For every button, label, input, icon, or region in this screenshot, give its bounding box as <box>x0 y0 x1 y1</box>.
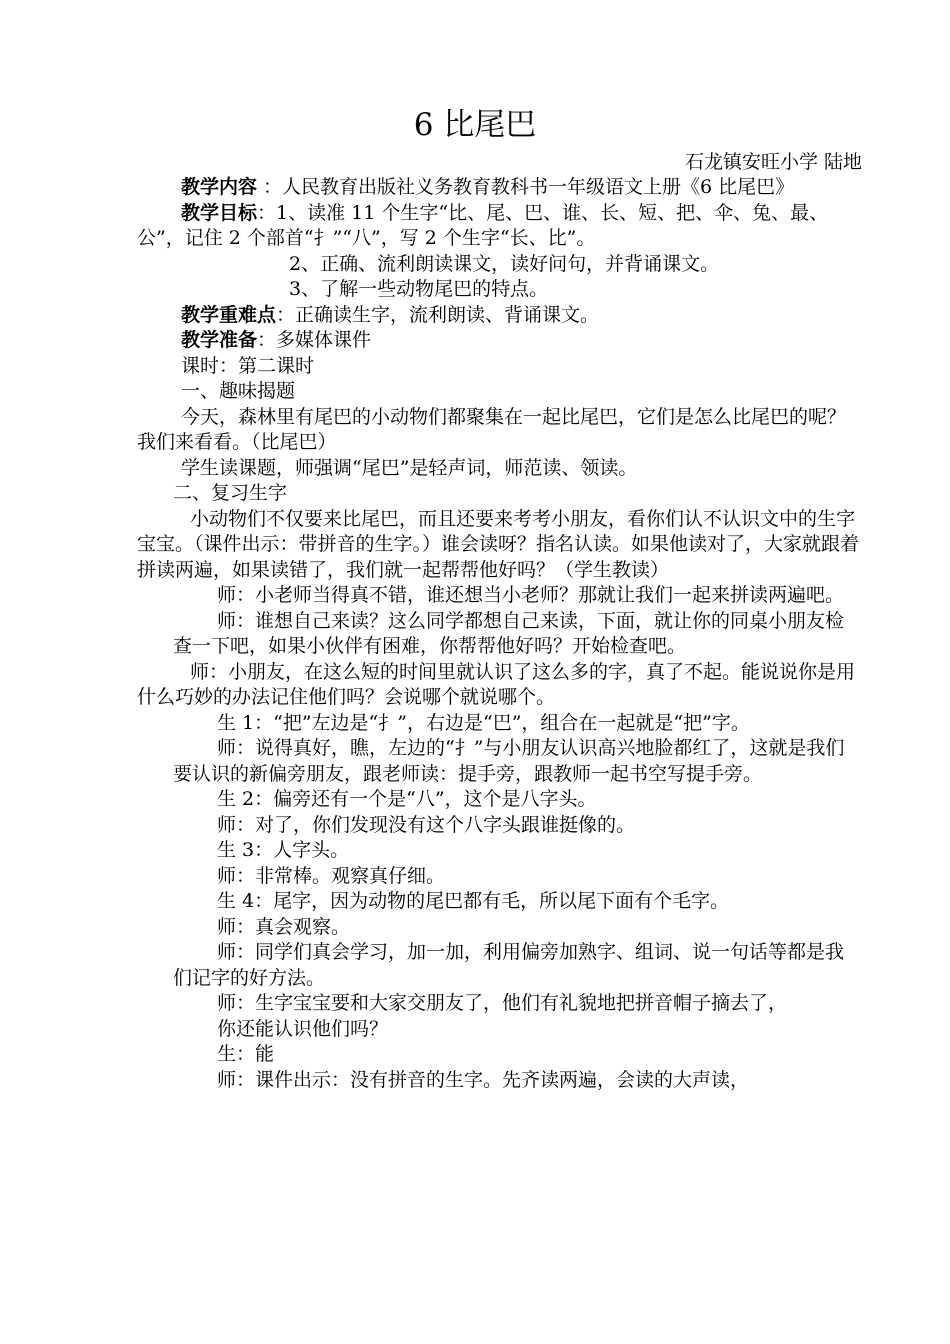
teaching-content-text: ：人民教育出版社义务教育教科书一年级语文上册《6 比尾巴》 <box>257 176 795 198</box>
paragraph: 师：生字宝宝要和大家交朋友了，他们有礼貌地把拼音帽子摘去了， <box>217 992 788 1014</box>
teaching-content <box>137 175 859 201</box>
teaching-goal-1: ：1、读准 11 个生字“比、尾、巴、谁、长、短、把、伞、兔、最、公”，记住 2 个部首“扌”“八”，写 2 个生字“长、比”。 <box>137 201 829 249</box>
paragraph: 师：谁想自己来读？这么同学都想自己来读，下面，就让你的同桌小朋友检查一下吧，如果小伙伴有困难，你帮帮他好吗？开始检查吧。 <box>173 609 845 657</box>
paragraph: 学生读课题，师强调“尾巴”是轻声词，师范读、领读。 <box>181 456 638 479</box>
paragraph: 师：小老师当得真不错，谁还想当小老师？那就让我们一起来拼读两遍吧。 <box>217 584 845 606</box>
teaching-prep-text: ：多媒体课件 <box>257 329 372 351</box>
paragraph: 生 2：偏旁还有一个是“八”，这个是八字头。 <box>217 788 597 810</box>
paragraph: 生 1：“把”左边是“扌”，右边是“巴”，组合在一起就是“把”字。 <box>217 711 750 734</box>
paragraph: 师：对了，你们发现没有这个八字头跟谁挺像的。 <box>217 813 636 836</box>
lesson-content <box>137 175 859 1093</box>
teaching-difficulty <box>137 303 859 329</box>
teaching-goal-3: 3、了解一些动物尾巴的特点。 <box>289 278 549 300</box>
paragraph: 你还能认识他们吗？ <box>217 1017 389 1040</box>
paragraph: 生 4：尾字，因为动物的尾巴都有毛，所以尾下面有个毛字。 <box>217 890 730 912</box>
teaching-prep <box>137 328 859 354</box>
teaching-difficulty-text: ：正确读生字，流利朗读、背诵课文。 <box>276 303 600 326</box>
teaching-goal-2: 2、正确、流利朗读课文，读好问句，并背诵课文。 <box>289 252 720 275</box>
paragraph: 师：非常棒。观察真仔细。 <box>217 864 446 887</box>
paragraph: 师：同学们真会学习，加一加，利用偏旁加熟字、组词、说一句话等都是我们记字的好方法。 <box>173 941 845 989</box>
teaching-goals-label: 教学目标 <box>181 201 258 224</box>
class-period: 课时：第二课时 <box>181 354 315 377</box>
paragraph: 生 3：人字头。 <box>217 839 350 861</box>
paragraph: 生：能 <box>217 1043 275 1065</box>
page-title: 6 比尾巴 <box>413 107 537 143</box>
paragraph: 师：真会观察。 <box>217 915 351 938</box>
author-line: 石龙镇安旺小学 陆地 <box>684 151 862 173</box>
paragraph: 师：说得真好，瞧，左边的“扌”与小朋友认识高兴地脸都红了，这就是我们要认识的新偏旁朋友，跟老师读：提手旁，跟教师一起书空写提手旁。 <box>173 737 845 785</box>
teaching-prep-label: 教学准备 <box>181 329 258 351</box>
teaching-difficulty-label: 教学重难点 <box>181 303 277 326</box>
paragraph: 师：小朋友，在这么短的时间里就认识了这么多的字，真了不起。能说说你是用什么巧妙的办法记住他们吗？会说哪个就说哪个。 <box>137 660 856 708</box>
teaching-content-label: 教学内容 <box>181 176 258 198</box>
section-heading: 二、复习生字 <box>173 482 288 504</box>
section-heading: 一、趣味揭题 <box>181 380 296 402</box>
paragraph: 今天，森林里有尾巴的小动物们都聚集在一起比尾巴，它们是怎么比尾巴的呢？我们来看看。（比尾巴） <box>137 405 847 453</box>
paragraph: 小动物们不仅要来比尾巴，而且还要来考考小朋友，看你们认不认识文中的生字宝宝。（课件出示：带拼音的生字。）谁会读呀？指名认读。如果他读对了，大家就跟着拼读两遍，如果读错了，我们就一起帮帮他好吗？（学生教读） <box>137 507 860 581</box>
teaching-goals <box>137 201 859 252</box>
paragraph: 师：课件出示：没有拼音的生字。先齐读两遍，会读的大声读， <box>217 1068 750 1091</box>
